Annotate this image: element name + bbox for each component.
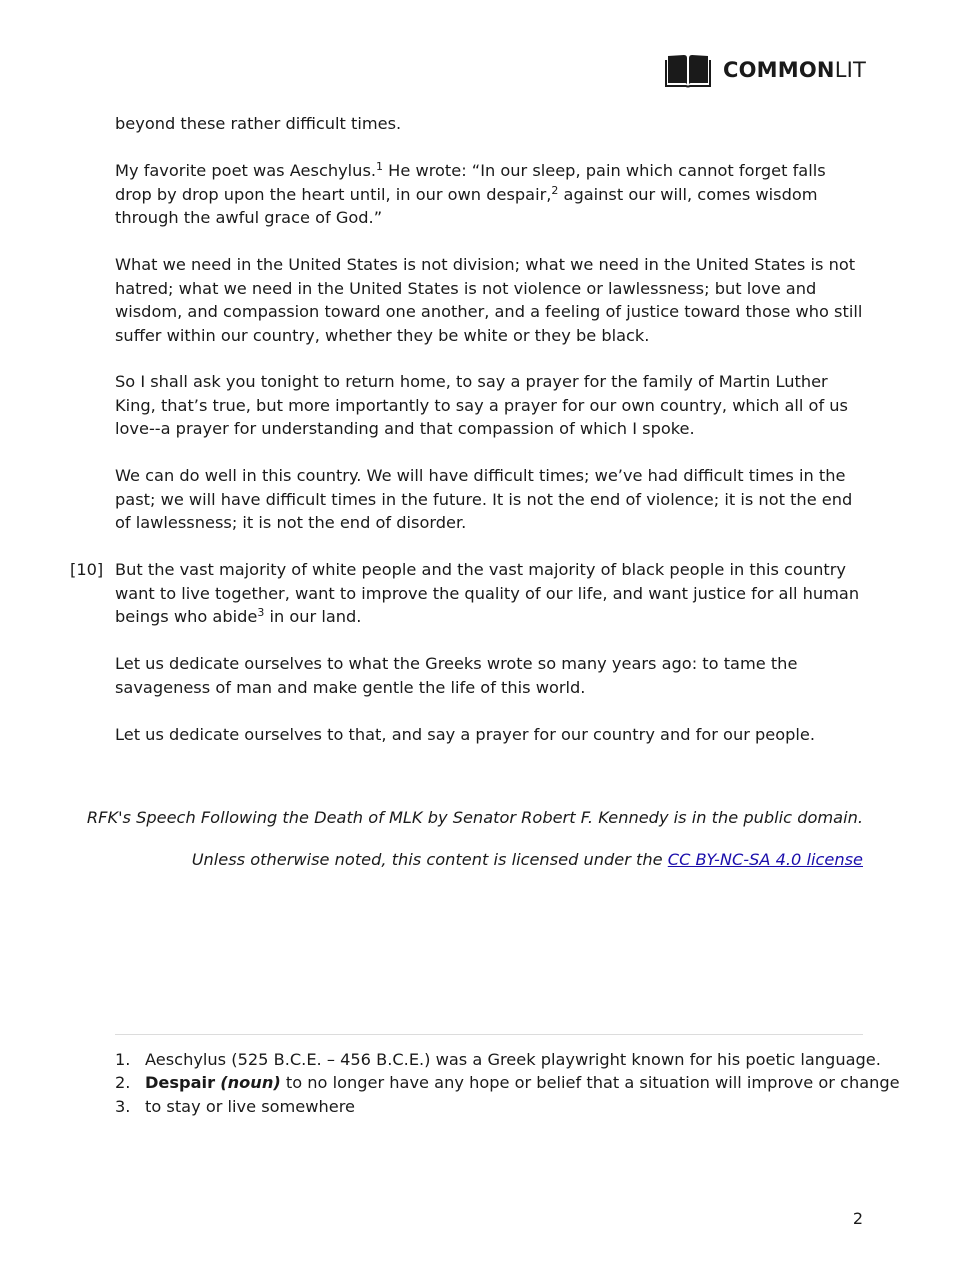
license-credit: Unless otherwise noted, this content is licensed under the CC BY-NC-SA 4.0 license — [191, 850, 863, 869]
paragraph-prayer: So I shall ask you tonight to return home, to say a prayer for the family of Martin Luther King, that’s true, but more importantly to say a prayer for our own country, which all of us love--a prayer for understanding and that compassion of which I spoke. — [115, 372, 848, 438]
open-book-icon — [665, 52, 711, 88]
part-of-speech: (noun) — [220, 1073, 281, 1092]
public-domain-credit: RFK's Speech Following the Death of MLK by Senator Robert F. Kennedy is in the public domain. — [86, 808, 863, 827]
paragraph-continued: beyond these rather difficult times. — [115, 114, 402, 133]
license-link[interactable]: CC BY-NC-SA 4.0 license — [667, 850, 863, 869]
paragraph-aeschylus: My favorite poet was Aeschylus.$^1$ He wrote: “In our sleep, pain which cannot forget falls drop by drop upon the heart until, in our own despair,$^2$ against our will, comes wisdom through the awful grace of God.” — [115, 160, 826, 227]
paragraph-majority: But the vast majority of white people and the vast majority of black people in this country want to live together, want to improve the quality of our life, and want justice for all human beings who abide$^3$ in our land. — [115, 560, 860, 626]
footnote-ref-2[interactable]: 2 — [551, 183, 559, 197]
paragraph-difficult-times: We can do well in this country. We will have difficult times; we’ve had difficult times in the past; we will have difficult times in the future. It is not the end of violence; it is not the end of lawlessness; it is not the end of disorder. — [115, 466, 853, 532]
footnote-2: 2. Despair (noun) to no longer have any hope or belief that a situation will improve or change — [115, 1073, 900, 1092]
paragraph-what-we-need: What we need in the United States is not division; what we need in the United States is not hatred; what we need in the United States is not violence or lawlessness; but love and wisdom, and compassion toward one another, and a feeling of justice toward those who still suffer within our country, whether they be white or they be black. — [115, 255, 863, 345]
paragraph-number: [10] — [70, 560, 104, 579]
footnote-ref-3[interactable]: 3 — [257, 606, 265, 619]
paragraph-dedicate: Let us dedicate ourselves to that, and say a prayer for our country and for our people. — [115, 725, 816, 744]
footnote-ref-1[interactable]: 1 — [376, 160, 384, 173]
footnote-divider — [115, 1034, 863, 1035]
footnote-term: Despair — [145, 1073, 216, 1092]
brand-name: COMMONLIT — [723, 57, 867, 82]
paragraph-greeks: Let us dedicate ourselves to what the Greeks wrote so many years ago: to tame the savageness of man and make gentle the life of this world. — [115, 654, 798, 697]
footnote-3: 3. to stay or live somewhere — [115, 1097, 355, 1116]
commonlit-logo — [665, 52, 866, 88]
footnote-1: 1. Aeschylus (525 B.C.E. – 456 B.C.E.) was a Greek playwright known for his poetic language. — [115, 1050, 881, 1069]
page-number: 2 — [852, 1209, 863, 1228]
